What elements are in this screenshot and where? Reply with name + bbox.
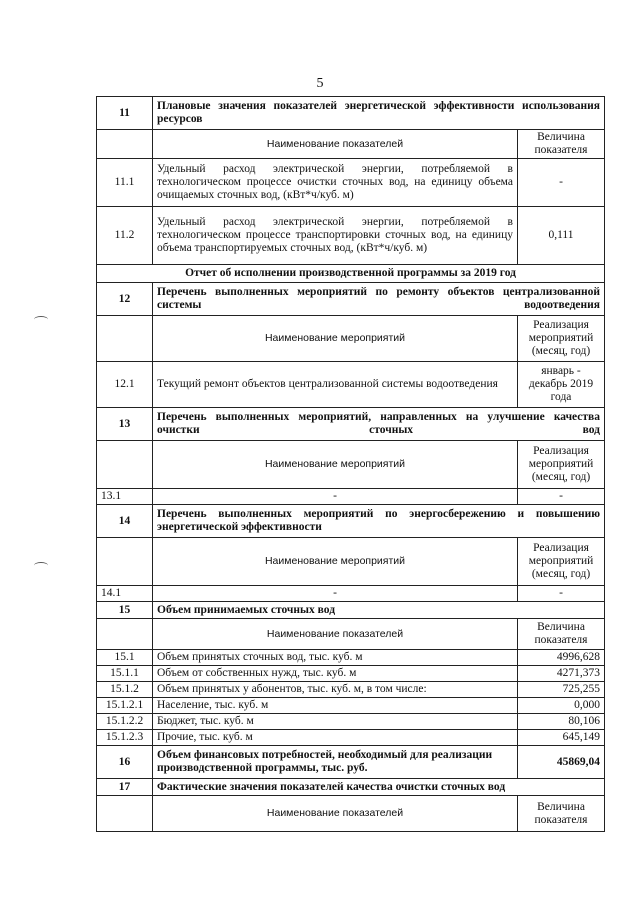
row-text: Прочие, тыс. куб. м xyxy=(153,730,518,746)
row-text: Удельный расход электрической энергии, потребляемой в технологическом процессе очистки сточных вод, на единицу объема очищаемых сточных вод, (кВт*ч/куб. м) xyxy=(153,159,518,207)
row-value: 45869,04 xyxy=(518,746,605,779)
table-row xyxy=(97,207,605,265)
section-row-11 xyxy=(97,97,605,130)
row-number: 16 xyxy=(97,746,153,779)
row-number: 17 xyxy=(97,779,153,796)
row-number: 14.1 xyxy=(97,586,153,602)
row-number: 14 xyxy=(97,505,153,538)
column-header-value: Величина показателя xyxy=(518,130,605,159)
row-number: 12 xyxy=(97,283,153,316)
section-row-16 xyxy=(97,746,605,779)
section-title: Плановые значения показателей энергетической эффективности использования ресурсов xyxy=(153,97,605,130)
row-text: Объем финансовых потребностей, необходимый для реализации производственной программы, тыс. руб. xyxy=(153,746,518,779)
column-header-name: Наименование показателей xyxy=(153,796,518,832)
section-title: Перечень выполненных мероприятий по энергосбережению и повышению энергетической эффективности xyxy=(153,505,605,538)
row-value: 0,000 xyxy=(518,698,605,714)
table-row xyxy=(97,362,605,408)
table-row xyxy=(97,714,605,730)
row-value: - xyxy=(518,489,605,505)
table-row xyxy=(97,586,605,602)
row-text: - xyxy=(153,586,518,602)
row-text: Объем принятых у абонентов, тыс. куб. м, в том числе: xyxy=(153,682,518,698)
column-header-name: Наименование мероприятий xyxy=(153,441,518,489)
row-text: Бюджет, тыс. куб. м xyxy=(153,714,518,730)
column-header-value: Реализация мероприятий (месяц, год) xyxy=(518,538,605,586)
margin-mark xyxy=(34,316,48,323)
header-row xyxy=(97,538,605,586)
page-number: 5 xyxy=(316,76,324,91)
row-value: 80,106 xyxy=(518,714,605,730)
header-row xyxy=(97,316,605,362)
row-number: 15.1 xyxy=(97,650,153,666)
row-number: 11 xyxy=(97,97,153,130)
row-value: январь - декабрь 2019 года xyxy=(518,362,605,408)
row-text: Удельный расход электрической энергии, потребляемой в технологическом процессе транспортировки сточных вод, на единицу объема транспортируемых сточных вод, (кВт*ч/куб. м) xyxy=(153,207,518,265)
table-row xyxy=(97,682,605,698)
row-value: 4996,628 xyxy=(518,650,605,666)
header-row xyxy=(97,796,605,832)
section-title: Объем принимаемых сточных вод xyxy=(153,602,605,619)
row-number: 11.1 xyxy=(97,159,153,207)
column-header-name: Наименование показателей xyxy=(153,619,518,650)
row-number: 13 xyxy=(97,408,153,441)
section-title: Перечень выполненных мероприятий по ремонту объектов централизованной системы водоотведения xyxy=(153,283,605,316)
table-row xyxy=(97,666,605,682)
row-number: 13.1 xyxy=(97,489,153,505)
report-title: Отчет об исполнении производственной программы за 2019 год xyxy=(97,265,605,283)
section-title: Фактические значения показателей качества очистки сточных вод xyxy=(153,779,605,796)
row-value: - xyxy=(518,159,605,207)
column-header-value: Реализация мероприятий (месяц, год) xyxy=(518,316,605,362)
row-value: 4271,373 xyxy=(518,666,605,682)
row-number: 12.1 xyxy=(97,362,153,408)
column-header-name: Наименование показателей xyxy=(153,130,518,159)
row-value: 0,111 xyxy=(518,207,605,265)
row-number: 15.1.2.2 xyxy=(97,714,153,730)
header-row xyxy=(97,441,605,489)
section-row-17 xyxy=(97,779,605,796)
row-text: Население, тыс. куб. м xyxy=(153,698,518,714)
section-row-12 xyxy=(97,283,605,316)
header-row xyxy=(97,619,605,650)
column-header-name: Наименование мероприятий xyxy=(153,316,518,362)
column-header-value: Величина показателя xyxy=(518,619,605,650)
row-text: Объем от собственных нужд, тыс. куб. м xyxy=(153,666,518,682)
table-row xyxy=(97,730,605,746)
row-text: Объем принятых сточных вод, тыс. куб. м xyxy=(153,650,518,666)
row-number: 15 xyxy=(97,602,153,619)
section-row-14 xyxy=(97,505,605,538)
margin-mark xyxy=(34,562,48,569)
table-row xyxy=(97,698,605,714)
section-row-15 xyxy=(97,602,605,619)
row-value: 645,149 xyxy=(518,730,605,746)
row-value: 725,255 xyxy=(518,682,605,698)
table-row xyxy=(97,650,605,666)
row-text: Текущий ремонт объектов централизованной системы водоотведения xyxy=(153,362,518,408)
row-number: 11.2 xyxy=(97,207,153,265)
table-row xyxy=(97,159,605,207)
row-number: 15.1.2 xyxy=(97,682,153,698)
row-number: 15.1.2.1 xyxy=(97,698,153,714)
row-value: - xyxy=(518,586,605,602)
column-header-value: Величина показателя xyxy=(518,796,605,832)
row-number: 15.1.1 xyxy=(97,666,153,682)
header-row xyxy=(97,130,605,159)
report-title-row xyxy=(97,265,605,283)
report-table xyxy=(96,96,605,832)
section-title: Перечень выполненных мероприятий, направленных на улучшение качества очистки сточных вод xyxy=(153,408,605,441)
table-row xyxy=(97,489,605,505)
row-text: - xyxy=(153,489,518,505)
row-number: 15.1.2.3 xyxy=(97,730,153,746)
column-header-value: Реализация мероприятий (месяц, год) xyxy=(518,441,605,489)
section-row-13 xyxy=(97,408,605,441)
column-header-name: Наименование мероприятий xyxy=(153,538,518,586)
